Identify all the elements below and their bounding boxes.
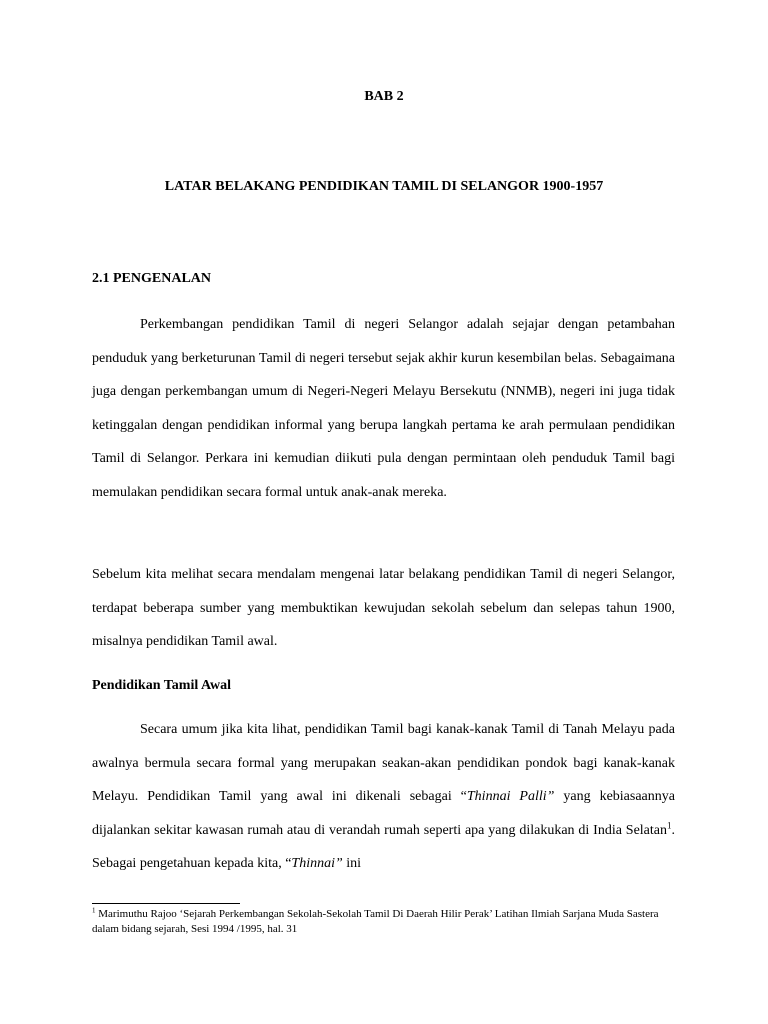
footnote [92, 907, 675, 937]
term-thinnai: Thinnai” [291, 856, 343, 871]
chapter-label: BAB 2 [364, 89, 404, 104]
paragraph-3-text-1: Secara umum jika kita lihat, pendidikan Tamil bagi kanak-kanak Tamil di Tanah Melayu pada awalnya bermula secara formal yang merupakan seakan-akan pendidikan pondok bagi kanak-kanak Melayu. Pendidikan Tamil yang awal ini dikenali sebagai “ [92, 722, 675, 804]
footnote-separator [92, 903, 240, 904]
footnote-number: 1 [92, 906, 96, 915]
footnote-reference: 1 [667, 819, 672, 830]
footnote-text: Marimuthu Rajoo ‘Sejarah Perkembangan Sekolah-Sekolah Tamil Di Daerah Hilir Perak’ Latihan Ilmiah Sarjana Muda Sastera dalam bidang sejarah, Sesi 1994 /1995, hal. 31 [92, 908, 659, 935]
paragraph-3-text-3: . Sebagai pengetahuan kepada kita, “ [92, 822, 675, 871]
paragraph-3 [92, 713, 675, 881]
paragraph-3-text-2: yang kebiasaannya dijalankan sekitar kawasan rumah atau di verandah rumah seperti apa yang dilakukan di India Selatan [92, 789, 675, 838]
term-thinnai-palli: Thinnai Palli” [466, 789, 555, 804]
paragraph-3-text-4: ini [342, 856, 362, 871]
chapter-title: LATAR BELAKANG PENDIDIKAN TAMIL DI SELANGOR 1900-1957 [164, 179, 604, 194]
section-heading: 2.1 PENGENALAN [92, 271, 212, 286]
paragraph-1: Perkembangan pendidikan Tamil di negeri Selangor adalah sejajar dengan petambahan penduduk yang berketurunan Tamil di negeri tersebut sejak akhir kurun kesembilan belas. Sebagaimana juga dengan perkembangan umum di Negeri-Negeri Melayu Bersekutu (NNMB), negeri ini juga tidak ketinggalan dengan pendidikan informal yang berupa langkah pertama ke arah permulaan pendidikan Tamil di Selangor. Perkara ini kemudian diikuti pula dengan permintaan oleh penduduk Tamil bagi memulakan pendidikan secara formal untuk anak-anak mereka. [92, 317, 675, 500]
subsection-heading: Pendidikan Tamil Awal [92, 678, 232, 693]
paragraph-2: Sebelum kita melihat secara mendalam mengenai latar belakang pendidikan Tamil di negeri Selangor, terdapat beberapa sumber yang membuktikan kewujudan sekolah sebelum dan selepas tahun 1900, misalnya pendidikan Tamil awal. [92, 567, 675, 649]
